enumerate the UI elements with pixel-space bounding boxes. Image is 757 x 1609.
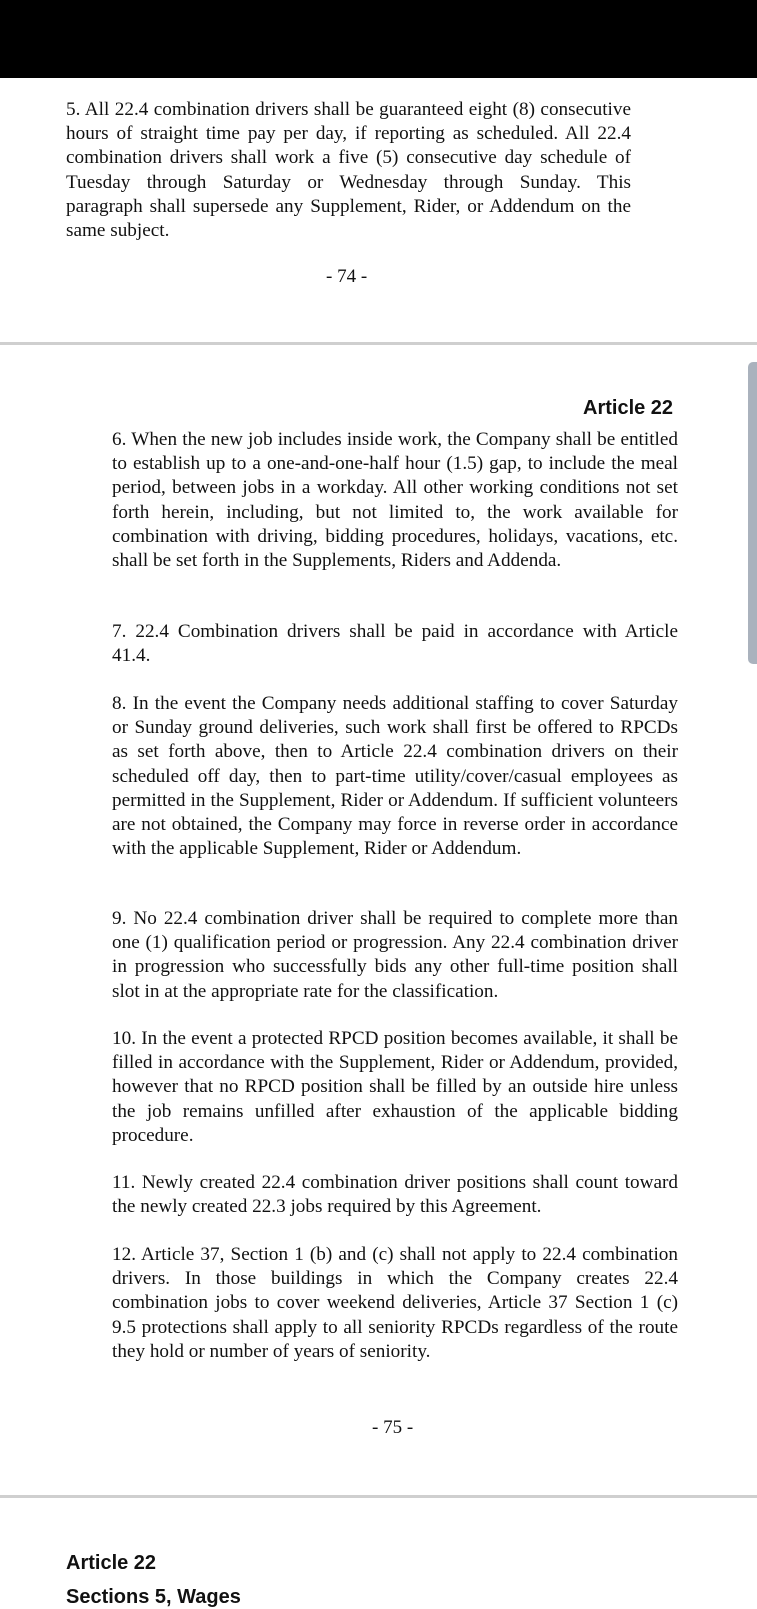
paragraph-9: 9. No 22.4 combination driver shall be required to complete more than one (1) qualification period or progression. Any 22.4 combination driver in progression who successfully bids any other full-time position shall slot in at the appropriate rate for the classification. (112, 908, 678, 1002)
paragraph-10: 10. In the event a protected RPCD position becomes available, it shall be filled in accordance with the Supplement, Rider or Addendum, provided, however that no RPCD position shall be filled by an outside hire unless the job remains unfilled after exhaustion of the applicable bidding procedure. (112, 1028, 678, 1146)
page-divider (0, 342, 757, 345)
page-number-75: - 75 - (372, 1417, 414, 1438)
paragraph-5: 5. All 22.4 combination drivers shall be guaranteed eight (8) consecutive hours of straight time pay per day, if reporting as scheduled. All 22.4 combination drivers shall work a five (5) consecutive day schedule of Tuesday through Saturday or Wednesday through Sunday. This paragraph shall supersede any Supplement, Rider, or Addendum on the same subject. (66, 99, 631, 242)
paragraph-11: 11. Newly created 22.4 combination driver positions shall count toward the newly created 22.3 jobs required by this Agreement. (112, 1172, 678, 1218)
paragraph-8: 8. In the event the Company needs additional staffing to cover Saturday or Sunday ground deliveries, such work shall first be offered to RPCDs as set forth above, then to Article 22.4 combination drivers on their scheduled off day, then to part-time utility/cover/casual employees as permitted in the Supplement, Rider or Addendum. If sufficient volunteers are not obtained, the Company may force in reverse order in accordance with the applicable Supplement, Rider or Addendum. (112, 693, 678, 860)
article-heading: Article 22 (583, 397, 674, 419)
next-page-heading: Article 22 (66, 1552, 157, 1574)
paragraph-12: 12. Article 37, Section 1 (b) and (c) shall not apply to 22.4 combination drivers. In those buildings in which the Company creates 22.4 combination jobs to cover weekend deliveries, Article 37 Section 1 (c) 9.5 protections shall apply to all seniority RPCDs regardless of the route they hold or number of years of seniority. (112, 1244, 678, 1362)
scrollbar-thumb[interactable] (748, 362, 757, 664)
next-page-subheading: Sections 5, Wages (66, 1586, 241, 1608)
page-divider-2 (0, 1495, 757, 1498)
top-black-bar (0, 0, 757, 78)
paragraph-6: 6. When the new job includes inside work, the Company shall be entitled to establish up to a one-and-one-half hour (1.5) gap, to include the meal period, between jobs in a workday. All other working conditions not set forth herein, including, but not limited to, the work available for combination with driving, bidding procedures, holidays, vacations, etc. shall be set forth in the Supplements, Riders and Addenda. (112, 429, 678, 572)
paragraph-7: 7. 22.4 Combination drivers shall be paid in accordance with Article 41.4. (112, 621, 678, 667)
page-number-74: - 74 - (326, 266, 368, 287)
